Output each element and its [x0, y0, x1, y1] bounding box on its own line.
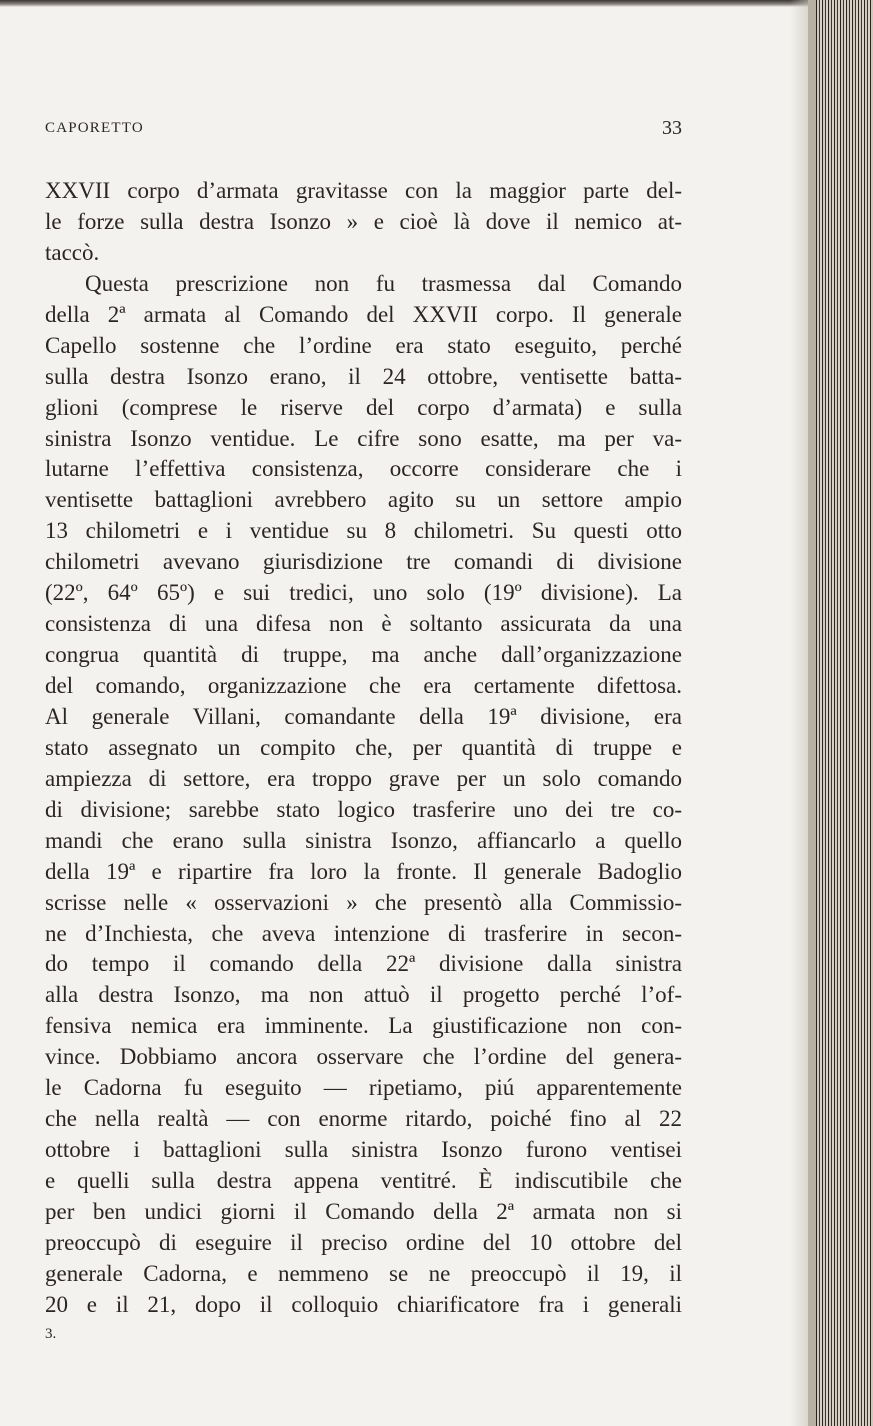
text-line: ne d’Inchiesta, che aveva intenzione di trasferire in secon- [45, 920, 682, 946]
text-line: chilometri avevano giurisdizione tre comandi di divisione [45, 549, 682, 575]
gutter-shadow [790, 0, 808, 1426]
text-line: mandi che erano sulla sinistra Isonzo, affiancarlo a quello [45, 827, 682, 853]
book-page-edges [808, 0, 873, 1426]
text-line: glioni (comprese le riserve del corpo d’armata) e sulla [45, 394, 682, 420]
text-line: le forze sulla destra Isonzo » e cioè là dove il nemico at- [45, 208, 682, 234]
text-line: Questa prescrizione non fu trasmessa dal Comando [85, 270, 682, 296]
text-line: 13 chilometri e i ventidue su 8 chilometri. Su questi otto [45, 518, 682, 544]
text-line: ventisette battaglioni avrebbero agito su un settore ampio [45, 487, 682, 513]
page-top-edge [0, 0, 808, 7]
text-line: do tempo il comando della 22ª divisione dalla sinistra [45, 951, 682, 977]
text-line: lutarne l’effettiva consistenza, occorre considerare che i [45, 456, 682, 482]
page-number: 33 [662, 117, 682, 139]
text-line: per ben undici giorni il Comando della 2ª armata non si [45, 1198, 682, 1224]
text-line: consistenza di una difesa non è soltanto assicurata da una [45, 611, 682, 637]
page-header [45, 117, 682, 144]
text-line: generale Cadorna, e nemmeno se ne preoccupò il 19, il [45, 1260, 682, 1286]
text-line: ampiezza di settore, era troppo grave per un solo comando [45, 765, 682, 791]
text-line: e quelli sulla destra appena ventitré. È indiscutibile che [45, 1168, 682, 1193]
text-line: 20 e il 21, dopo il colloquio chiarificatore fra i generali [45, 1291, 682, 1317]
text-line: taccò. [45, 239, 100, 265]
text-line: alla destra Isonzo, ma non attuò il progetto perché l’of- [45, 982, 682, 1008]
text-line: che nella realtà — con enorme ritardo, poiché fino al 22 [45, 1106, 682, 1132]
text-line: del comando, organizzazione che era certamente difettosa. [45, 673, 682, 698]
text-line: ottobre i battaglioni sulla sinistra Isonzo furono ventisei [45, 1137, 682, 1163]
text-line: (22º, 64º 65º) e sui tredici, uno solo (19º divisione). La [45, 580, 682, 606]
text-line: XXVII corpo d’armata gravitasse con la maggior parte del- [45, 178, 682, 203]
text-line: Al generale Villani, comandante della 19ª divisione, era [45, 703, 682, 729]
running-head: CAPORETTO [45, 120, 144, 136]
text-line: stato assegnato un compito che, per quantità di truppe e [45, 734, 682, 760]
text-line: le Cadorna fu eseguito — ripetiamo, piú apparentemente [45, 1075, 682, 1101]
text-line: scrisse nelle « osservazioni » che presentò alla Commissio- [45, 889, 682, 915]
text-line: sulla destra Isonzo erano, il 24 ottobre, ventisette batta- [45, 363, 682, 389]
book-page-edge-border [808, 0, 816, 1426]
text-line: della 2ª armata al Comando del XXVII corpo. Il generale [45, 301, 682, 327]
text-line: preoccupò di eseguire il preciso ordine del 10 ottobre del [45, 1229, 682, 1255]
body-text [45, 176, 682, 1321]
text-line: congrua quantità di truppe, ma anche dall’organizzazione [45, 642, 682, 668]
text-line: sinistra Isonzo ventidue. Le cifre sono esatte, ma per va- [45, 425, 682, 451]
text-line: Capello sostenne che l’ordine era stato eseguito, perché [45, 332, 682, 358]
signature-mark: 3. [45, 1326, 57, 1342]
text-line: di divisione; sarebbe stato logico trasferire uno dei tre co- [45, 796, 682, 822]
text-line: vince. Dobbiamo ancora osservare che l’ordine del genera- [45, 1044, 682, 1070]
text-line: della 19ª e ripartire fra loro la fronte. Il generale Badoglio [45, 858, 682, 884]
text-line: fensiva nemica era imminente. La giustificazione non con- [45, 1013, 682, 1039]
